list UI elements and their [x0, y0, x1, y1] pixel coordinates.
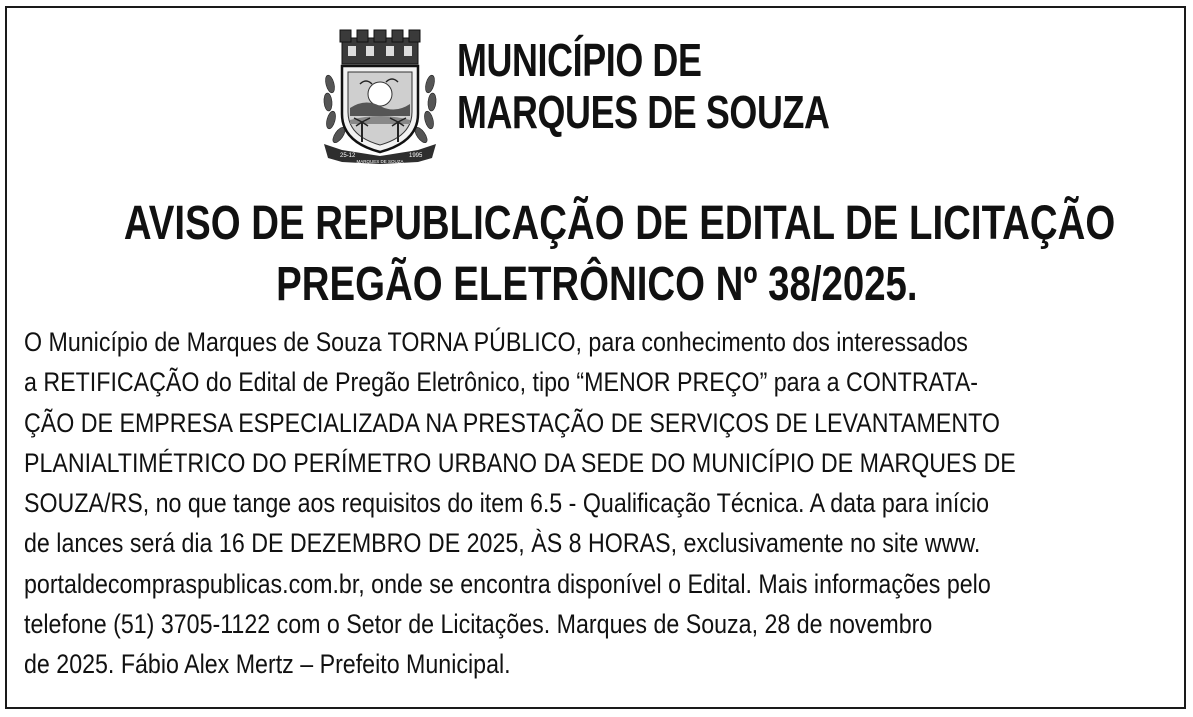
- coat-of-arms-icon: [320, 24, 440, 164]
- body-line: a RETIFICAÇÃO do Edital de Pregão Eletrônico, tipo “MENOR PREÇO” para a CONTRATA-: [24, 367, 979, 398]
- notice-title-line1: AVISO DE REPUBLICAÇÃO DE EDITAL DE LICITAÇÃO: [123, 197, 1116, 250]
- body-line: portaldecompraspublicas.com.br, onde se encontra disponível o Edital. Mais informações pelo: [24, 568, 991, 599]
- body-line: de 2025. Fábio Alex Mertz – Prefeito Municipal.: [24, 649, 511, 680]
- body-line: PLANIALTIMÉTRICO DO PERÍMETRO URBANO DA SEDE DO MUNICÍPIO DE MARQUES DE: [24, 447, 1016, 478]
- seal-ribbon-center: MARQUES DE SOUZA: [356, 159, 404, 164]
- notice-subtitle: [0, 257, 1193, 313]
- municipality-header: [320, 20, 920, 170]
- municipality-line2: MARQUES DE SOUZA: [457, 86, 830, 138]
- municipality-name: [457, 34, 830, 138]
- municipality-line1: MUNICÍPIO DE: [457, 34, 702, 86]
- body-line: telefone (51) 3705-1122 com o Setor de Licitações. Marques de Souza, 28 de novembro: [24, 609, 933, 640]
- body-line: O Município de Marques de Souza TORNA PÚBLICO, para conhecimento dos interessados: [24, 327, 968, 357]
- body-line: SOUZA/RS, no que tange aos requisitos do item 6.5 - Qualificação Técnica. A data para início: [24, 488, 990, 519]
- notice-body: [24, 322, 1169, 685]
- notice-title-line2: PREGÃO ELETRÔNICO Nº 38/2025.: [275, 258, 918, 311]
- notice-title: [0, 196, 1193, 252]
- body-line: de lances será dia 16 DE DEZEMBRO DE 2025, ÀS 8 HORAS, exclusivamente no site www.: [24, 528, 981, 559]
- seal-ribbon-left: 25-12: [340, 153, 356, 159]
- seal-ribbon-right: 1995: [409, 153, 423, 159]
- body-line: ÇÃO DE EMPRESA ESPECIALIZADA NA PRESTAÇÃO DE SERVIÇOS DE LEVANTAMENTO: [24, 407, 1000, 438]
